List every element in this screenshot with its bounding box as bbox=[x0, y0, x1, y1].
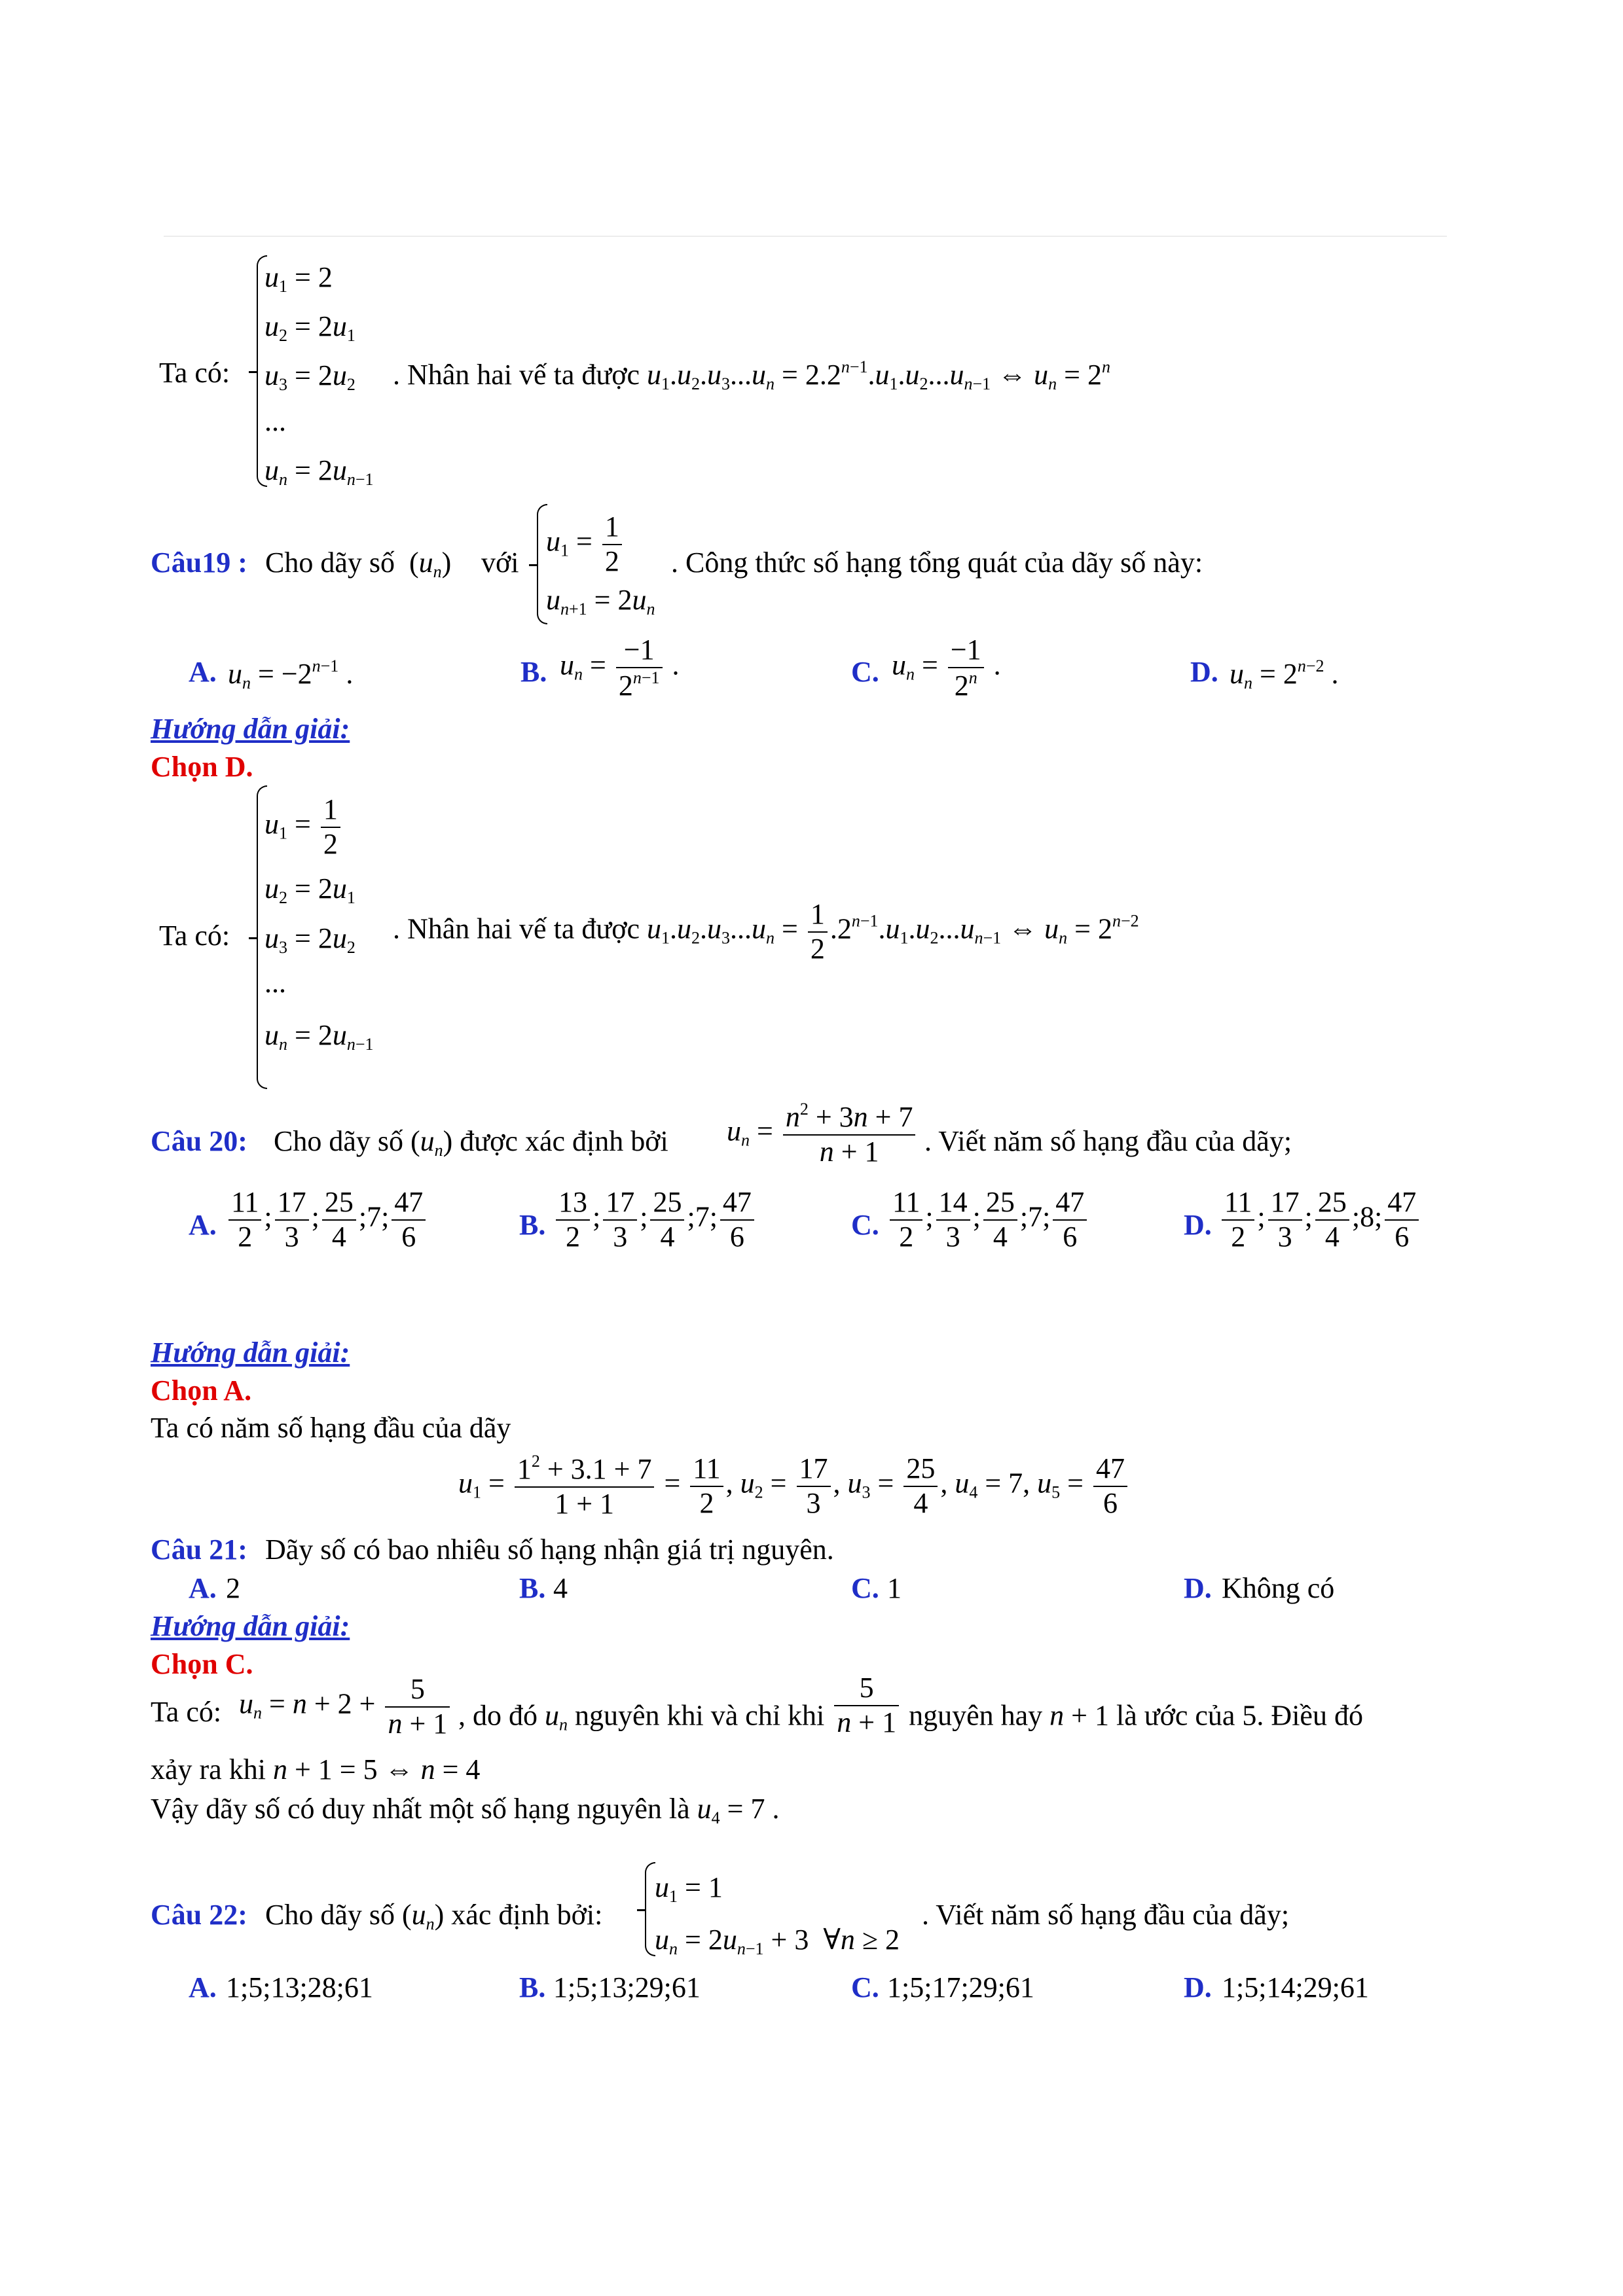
option-a-letter[interactable]: A. bbox=[189, 1572, 217, 1604]
option-a-letter[interactable]: A. bbox=[189, 656, 217, 688]
option-b-text[interactable]: 4 bbox=[553, 1572, 568, 1604]
solution-text: Vậy dãy số có duy nhất một số hạng nguyên là $u_4 = 7$ . bbox=[151, 1793, 780, 1827]
system-line: $u_3 = 2u_2$ bbox=[264, 359, 356, 394]
un-formula: $u_n = n + 2$ + $\frac{5}{n + 1}$ bbox=[239, 1673, 452, 1740]
option-d-text[interactable]: $u_n = 2^{n-2}$ . bbox=[1230, 656, 1339, 692]
system-line: $u_1$ = $\frac{1}{2}$ bbox=[264, 793, 343, 861]
sequence-formula: $u_n$ = $\frac{n^2 + 3n + 7}{n + 1}$ bbox=[727, 1100, 918, 1168]
option-c-text[interactable]: 1 bbox=[887, 1572, 902, 1604]
system-line: $u_2 = 2u_1$ bbox=[264, 310, 356, 345]
system-line: ... bbox=[264, 967, 286, 999]
question-text: . Công thức số hạng tổng quát của dãy số này: bbox=[671, 547, 1203, 579]
solution-text: Ta có: bbox=[151, 1696, 222, 1728]
system-line: $u_1 = 2$ bbox=[264, 261, 333, 296]
option-b-text[interactable]: $u_n$ = $\frac{-1}{2^{n-1}}$ . bbox=[560, 634, 680, 702]
system-brace bbox=[645, 1862, 655, 1956]
question-label: Câu 20: bbox=[151, 1125, 247, 1157]
option-c-text[interactable]: $u_n$ = $\frac{-1}{2^n}$ . bbox=[892, 634, 1001, 702]
sequence-symbol: $(u_n)$ bbox=[409, 547, 452, 581]
option-c-letter[interactable]: C. bbox=[851, 1971, 879, 2003]
question-text: . Viết năm số hạng đầu của dãy; bbox=[922, 1899, 1290, 1931]
option-a-text[interactable]: $\frac{11}{2}$ ; $\frac{17}{3}$ ; $\frac{25}{4}$ ;7; $\frac{47}{6}$ bbox=[226, 1186, 428, 1253]
option-b-letter[interactable]: B. bbox=[519, 1209, 546, 1241]
chosen-answer: Chọn D. bbox=[151, 751, 253, 783]
option-c-letter[interactable]: C. bbox=[851, 1209, 879, 1241]
solution-text: , do đó $u_n$ nguyên khi và chỉ khi $\frac{5}{n + 1}$ nguyên hay n + 1 là ước của 5. Điều đó bbox=[458, 1672, 1363, 1738]
header-rule bbox=[164, 236, 1447, 237]
option-b-letter[interactable]: B. bbox=[519, 1572, 546, 1604]
question-text: Dãy số có bao nhiêu số hạng nhận giá trị nguyên. bbox=[265, 1534, 834, 1566]
question-text: với bbox=[481, 547, 519, 579]
system-line: ... bbox=[264, 405, 286, 437]
solution-text: . Nhân hai vế ta được $u_1.u_2.u_3...u_n = 2.2^{n-1}.u_1.u_2...u_{n-1}$ ⇔ $u_n = 2^n$ bbox=[393, 357, 1110, 393]
system-line: $u_2 = 2u_1$ bbox=[264, 872, 356, 907]
option-c-letter[interactable]: C. bbox=[851, 656, 879, 688]
question-label: Câu19 : bbox=[151, 547, 247, 579]
solution-text: xảy ra khi n + 1 = 5 ⇔ n = 4 bbox=[151, 1753, 481, 1785]
option-a-letter[interactable]: A. bbox=[189, 1971, 217, 2003]
option-b-text[interactable]: 1;5;13;29;61 bbox=[553, 1971, 701, 2003]
question-text: . Viết năm số hạng đầu của dãy; bbox=[924, 1125, 1292, 1157]
system-line: $u_n = 2u_{n-1} + 3$ ∀n ≥ 2 bbox=[655, 1924, 900, 1958]
solution-heading: Hướng dẫn giải: bbox=[151, 1336, 350, 1369]
system-line: $u_1$ = $\frac{1}{2}$ bbox=[546, 511, 625, 578]
option-a-text[interactable]: 1;5;13;28;61 bbox=[226, 1971, 373, 2003]
option-a-text[interactable]: 2 bbox=[226, 1572, 240, 1604]
system-line: $u_n = 2u_{n-1}$ bbox=[264, 1019, 374, 1054]
option-b-text[interactable]: $\frac{13}{2}$ ; $\frac{17}{3}$ ; $\frac{25}{4}$ ;7; $\frac{47}{6}$ bbox=[553, 1186, 757, 1253]
terms-formula: $u_1$ = $\frac{1^2 + 3.1 + 7}{1 + 1}$ = $\frac{11}{2}$ , $u_2$ = $\frac{17}{3}$ , $u_3$ = $\frac{25}{4}$ , $u_4 = 7$, $u_5$ = $\frac{47}{6}$ bbox=[458, 1452, 1130, 1520]
question-text: Cho dãy số bbox=[265, 547, 395, 579]
option-a-text[interactable]: $u_n = -2^{n-1}$ . bbox=[228, 656, 354, 692]
option-d-text[interactable]: Không có bbox=[1222, 1572, 1335, 1604]
question-text: Cho dãy số $(u_n)$ được xác định bởi bbox=[274, 1125, 668, 1160]
system-line: $u_n = 2u_{n-1}$ bbox=[264, 454, 374, 489]
ta-co-label: Ta có: bbox=[159, 920, 230, 952]
option-d-letter[interactable]: D. bbox=[1184, 1572, 1212, 1604]
question-label: Câu 21: bbox=[151, 1534, 247, 1566]
chosen-answer: Chọn A. bbox=[151, 1374, 252, 1407]
option-c-text[interactable]: $\frac{11}{2}$ ; $\frac{14}{3}$ ; $\frac{25}{4}$ ;7; $\frac{47}{6}$ bbox=[887, 1186, 1089, 1253]
chosen-answer: Chọn C. bbox=[151, 1648, 253, 1680]
option-d-letter[interactable]: D. bbox=[1184, 1209, 1212, 1241]
option-c-text[interactable]: 1;5;17;29;61 bbox=[887, 1971, 1034, 2003]
system-line: $u_3 = 2u_2$ bbox=[264, 922, 356, 957]
option-d-letter[interactable]: D. bbox=[1190, 656, 1218, 688]
option-a-letter[interactable]: A. bbox=[189, 1209, 217, 1241]
option-c-letter[interactable]: C. bbox=[851, 1572, 879, 1604]
option-d-letter[interactable]: D. bbox=[1184, 1971, 1212, 2003]
question-label: Câu 22: bbox=[151, 1899, 247, 1931]
solution-heading: Hướng dẫn giải: bbox=[151, 1610, 350, 1642]
system-line: $u_{n+1} = 2u_n$ bbox=[546, 584, 655, 619]
solution-text: Ta có năm số hạng đầu của dãy bbox=[151, 1412, 511, 1444]
option-b-letter[interactable]: B. bbox=[519, 1971, 546, 2003]
question-text: Cho dãy số $(u_n)$ xác định bởi: bbox=[265, 1899, 603, 1933]
system-line: $u_1 = 1$ bbox=[655, 1871, 723, 1906]
solution-heading: Hướng dẫn giải: bbox=[151, 713, 350, 745]
ta-co-label: Ta có: bbox=[159, 357, 230, 389]
option-d-text[interactable]: 1;5;14;29;61 bbox=[1222, 1971, 1369, 2003]
solution-text: . Nhân hai vế ta được $u_1.u_2.u_3...u_n$ = $\frac{1}{2}$ $.2^{n-1}.u_1.u_2...u_{n-1}$ ⇔ $u_n = 2^{n-2}$ bbox=[393, 898, 1139, 965]
option-b-letter[interactable]: B. bbox=[520, 656, 547, 688]
option-d-text[interactable]: $\frac{11}{2}$ ; $\frac{17}{3}$ ; $\frac{25}{4}$ ;8; $\frac{47}{6}$ bbox=[1219, 1186, 1421, 1253]
